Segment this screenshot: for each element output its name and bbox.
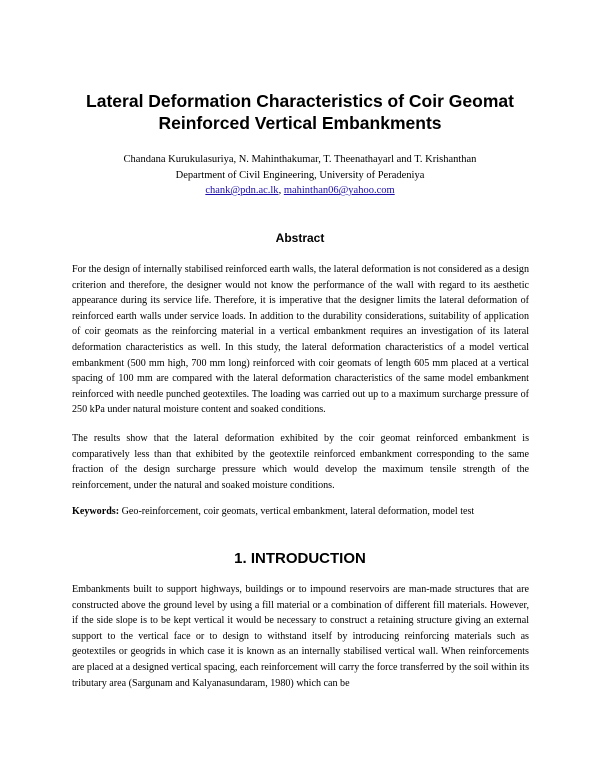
introduction-heading: 1. INTRODUCTION [234, 550, 366, 567]
paper-title [60, 90, 540, 134]
title-line-2: Reinforced Vertical Embankments [158, 113, 442, 133]
keywords-text: Geo-reinforcement, coir geomats, vertical embankment, lateral deformation, model test [119, 506, 475, 517]
keywords-line [72, 504, 529, 520]
keywords-label: Keywords: [72, 506, 120, 517]
introduction-paragraph-1: Embankments built to support highways, buildings or to impound reservoirs are man-made structures that are constructed above the ground level by using a fill material or a combination of different fill materials. However, if the side slope is to be kept vertical it would be necessary to construct a retaining structure giving an external support to the vertical face or to design to withstand itself by introducing reinforcing materials such as geotextiles or geogrids in which case it is known as an internally stabilised vertical wall. When reinforcements are placed at a designed vertical spacing, each reinforcement will carry the force transferred by the soil within its tributary area (Sargunam and Kalyanasundaram, 1980) which can be [72, 584, 529, 689]
abstract-paragraph-1: For the design of internally stabilised reinforced earth walls, the lateral deformation is not considered as a design criterion and therefore, the designer would not know the performance of the wall with regard to its aesthetic appearance during its service life. Therefore, it is imperative that the designer limits the lateral deformation of reinforced earth walls under service loads. In addition to the durability considerations, suitability of application of coir geomats as the reinforcing material in a vertical embankment requires an investigation of its lateral deformation characteristics as well. In this study, the lateral deformation characteristics of a model vertical embankment (500 mm high, 700 mm long) reinforced with coir geomats of length 605 mm placed at a vertical spacing of 100 mm are compared with the lateral deformation characteristics of the same model embankment reinforced with needle punched geotextiles. The loading was carried out up to a maximum surcharge pressure of 250 kPa under natural moisture content and soaked conditions. [72, 264, 529, 416]
author-affiliation: Department of Civil Engineering, University of Peradeniya [175, 169, 425, 181]
author-names: Chandana Kurukulasuriya, N. Mahinthakumar, T. Theenathayarl and T. Krishanthan [123, 154, 477, 165]
email-link-1[interactable]: chank@pdn.ac.lk [205, 185, 279, 196]
title-line-1: Lateral Deformation Characteristics of Coir Geomat [86, 91, 514, 111]
author-block [60, 152, 540, 199]
email-separator: , [278, 185, 284, 196]
abstract-paragraph-2: The results show that the lateral deformation exhibited by the coir geomat reinforced embankment is comparatively less than that exhibited by the geotextile reinforced embankment corresponding to the same fraction of the design surcharge pressure which would develop the maximum tensile strength of the reinforcement, under the natural and soaked moisture conditions. [72, 433, 529, 491]
email-link-2[interactable]: mahinthan06@yahoo.com [283, 185, 395, 196]
author-emails [60, 183, 540, 199]
abstract-heading: Abstract [275, 231, 325, 245]
